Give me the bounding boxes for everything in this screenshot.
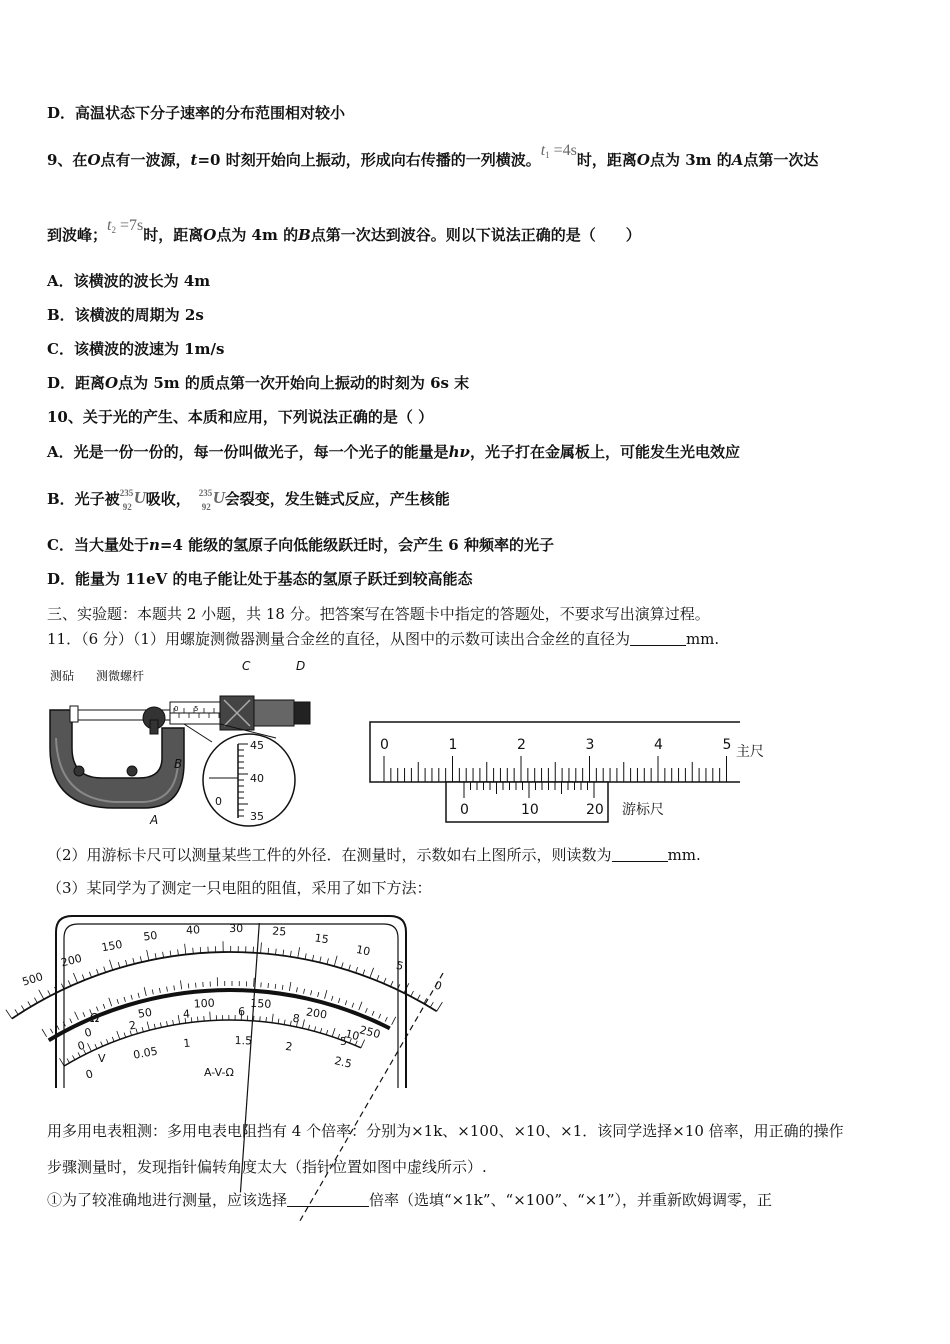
dc-scale-tick (385, 1017, 387, 1022)
ac-scale-tick (210, 1012, 211, 1021)
main-scale-label: 4 (654, 737, 663, 753)
vernier-caliper-figure (364, 716, 774, 822)
micrometer-figure (44, 658, 334, 830)
dc-scale-label: 250 (358, 1023, 382, 1042)
ac-scale-tick (272, 1014, 273, 1023)
ohm-scale-tick (341, 963, 343, 969)
ac-scale-tick (88, 1043, 92, 1051)
q10-option-b: B．光子被 235 92 U 吸收， 235 92 U 会裂变，发生链式反应，产生核能 (47, 488, 450, 512)
dc-scale-tick (304, 989, 305, 994)
dc-scale-tick (268, 983, 269, 988)
ac-scale-label: 1.5 (234, 1034, 253, 1048)
ohm-scale-tick (133, 958, 134, 964)
dc-scale-tick (296, 987, 297, 992)
dc-scale-tick (144, 987, 146, 996)
ohm-scale-tick (384, 978, 386, 984)
dc-scale-tick (159, 988, 160, 993)
ohm-scale-tick (327, 958, 328, 964)
ohm-scale-label: 10 (355, 942, 372, 959)
ohm-scale-tick (305, 953, 306, 959)
dc2-scale-label: 8 (291, 1011, 301, 1026)
ohm-scale-label: 200 (59, 951, 84, 970)
ac-scale-arc (64, 1020, 361, 1066)
q10-option-c: C．当大量处于n=4 能级的氢原子向低能级跃迁时，会产生 6 种频率的光子 (47, 536, 554, 554)
q11-part3-text3: ①为了较准确地进行测量，应该选择 倍率（选填“×1k”、“×100”、“×1”），并重新欧姆调零，正 (47, 1191, 773, 1209)
ohm-scale-tick (6, 1010, 12, 1019)
dc-scale-tick (325, 990, 327, 999)
ohm-scale-tick (109, 960, 112, 970)
ac-scale-tick (191, 1017, 192, 1022)
uranium-nuclide: 235 92 U (119, 488, 146, 512)
ohm-scale-label: 500 (20, 969, 45, 989)
ohm-scale-label: 25 (271, 924, 287, 939)
q9-option-a: A．该横波的波长为 4m (47, 272, 211, 290)
q11-part1: 11．（6 分）（1）用螺旋测微器测量合金丝的直径，从图中的示数可读出合金丝的直径为 mm. (47, 630, 720, 648)
section-3-heading: 三、实验题：本题共 2 小题，共 18 分。把答案写在答题卡中指定的答题处，不要求写出演算过程。 (47, 605, 710, 623)
dial-label: A-V-Ω (204, 1066, 234, 1079)
ohm-scale-tick (334, 956, 337, 966)
dc-scale-tick (75, 1012, 79, 1020)
dc-scale-tick (254, 978, 255, 987)
dc2-scale-label: 2 (128, 1018, 138, 1033)
ohm-scale-label: 50 (142, 928, 159, 944)
ohm-scale-label: 150 (100, 937, 124, 955)
anvil (70, 706, 78, 722)
ac-scale-tick (332, 1028, 335, 1037)
dc-scale-tick (103, 1004, 105, 1009)
ohm-scale-tick (290, 951, 291, 957)
dc-scale-tick (345, 1000, 347, 1005)
ohm-scale-label: 30 (229, 921, 244, 936)
ac-scale-tick (178, 1015, 179, 1024)
ohm-scale-tick (417, 995, 420, 1000)
ohm-scale-tick (356, 967, 358, 973)
ac-scale-tick (67, 1059, 69, 1063)
label-c: C (242, 659, 251, 673)
multimeter-figure (20, 912, 444, 1090)
ohm-scale-tick (193, 948, 194, 954)
frame-screw-icon (127, 766, 137, 776)
sleeve-5: 5 (194, 705, 199, 713)
ac-scale-tick (302, 1019, 304, 1028)
ohm-scale-tick (140, 956, 141, 962)
ohm-scale-tick (118, 962, 120, 968)
ohm-scale-tick (126, 960, 128, 966)
ohm-scale-tick (185, 944, 186, 955)
label-b: B (174, 757, 183, 771)
ohm-scale-tick (73, 973, 77, 983)
zoom-circle (203, 734, 295, 826)
q9-option-d: D．距离O点为 5m 的质点第一次开始向上振动的时刻为 6s 末 (47, 374, 470, 392)
main-scale-label: 5 (722, 737, 732, 753)
dc-scale-tick (365, 1008, 367, 1013)
thimble-45: 45 (250, 739, 264, 752)
q10-option-a: A．光是一份一份的，每一份叫做光子，每一个光子的能量是hν，光子打在金属板上，可能发生光电效应 (47, 443, 740, 461)
ohm-scale-tick (411, 991, 414, 996)
dc-scale-tick (131, 995, 132, 1000)
dc-scale-label: 0 (83, 1025, 94, 1040)
answer-blank-1[interactable] (630, 631, 686, 646)
ohm-scale-tick (104, 967, 106, 973)
dc-scale-tick (138, 993, 139, 998)
q11-part2: （2）用游标卡尺可以测量某些工件的外径．在测量时，示数如右上图所示，则读数为 mm. (47, 846, 701, 864)
ohm-scale-tick (430, 1002, 433, 1007)
ohm-scale-tick (377, 975, 379, 981)
ohm-scale-tick (178, 949, 179, 955)
dc-scale-tick (167, 987, 168, 992)
dc-scale-tick (152, 989, 153, 994)
ac-scale-label: 2.5 (333, 1054, 354, 1071)
ac-scale-tick (173, 1020, 174, 1025)
ac-scale-label: 2 (284, 1039, 294, 1054)
ohm-scale-tick (276, 949, 277, 955)
dc-scale-tick (282, 985, 283, 990)
dc-scale-tick (83, 1012, 85, 1017)
frame-screw-icon (74, 766, 84, 776)
q10-stem: 10、关于光的产生、本质和应用，下列说法正确的是（ ） (47, 408, 434, 426)
ohm-scale-tick (82, 975, 84, 981)
main-scale-label: 0 (380, 737, 389, 753)
ac-scale-tick (361, 1040, 365, 1048)
ac-scale-tick (166, 1021, 167, 1026)
dc-scale-tick (124, 997, 125, 1002)
dc-scale-tick (174, 985, 175, 990)
dc-scale-label: 150 (249, 996, 272, 1011)
ohm-scale-tick (298, 947, 300, 958)
ohm-scale-label: 0 (432, 978, 444, 994)
ohm-scale-tick (155, 953, 156, 959)
vernier-scale-label: 20 (586, 802, 604, 818)
thimble-40: 40 (250, 772, 264, 785)
dc-scale-tick (70, 1019, 72, 1023)
main-scale-label: 3 (585, 737, 595, 753)
ac-scale-tick (160, 1023, 161, 1028)
ohm-scale-tick (349, 965, 351, 971)
q9-option-b: B．该横波的周期为 2s (47, 306, 204, 324)
label-anvil: 测砧 (50, 669, 75, 683)
ohm-scale-tick (68, 981, 70, 986)
ac-scale-tick (112, 1037, 114, 1042)
dc-scale-tick (359, 1002, 362, 1010)
dc-scale-arc (49, 990, 390, 1040)
ac-scale-tick (101, 1042, 103, 1047)
t1-formula: $t_1 =4s$ (540, 142, 577, 160)
dc2-scale-label: 10 (344, 1027, 361, 1044)
ac-scale-tick (72, 1055, 74, 1059)
ohm-scale-tick (39, 990, 44, 999)
q10-option-d: D．能量为 11eV 的电子能让处于基态的氢原子跃迁到较高能态 (47, 570, 473, 588)
ohm-scale-tick (312, 955, 313, 961)
v-symbol: V (98, 1052, 106, 1065)
ohm-scale-tick (89, 972, 91, 978)
ac-scale-label: 0 (84, 1067, 95, 1082)
label-d: D (296, 659, 306, 673)
main-scale-label: 2 (517, 737, 526, 753)
ohm-scale-tick (170, 951, 171, 957)
dc-scale-tick (311, 990, 312, 995)
label-spindle: 测微螺杆 (96, 669, 145, 683)
uranium-nuclide: 235 92 U (198, 488, 225, 512)
q11-part3: （3）某同学为了测定一只电阻的阻值，采用了如下方法： (47, 879, 432, 897)
ac-scale-label: 1 (182, 1036, 191, 1051)
ohm-scale-label (0, 995, 2, 1012)
ohm-scale-tick (97, 969, 99, 975)
dc-scale-tick (57, 1025, 59, 1029)
zoom-0: 0 (215, 795, 222, 808)
ohm-symbol: Ω (90, 1011, 100, 1025)
meter-pointer (237, 923, 259, 1192)
dc2-scale-label: 4 (182, 1007, 191, 1021)
ac-scale-tick (147, 1022, 149, 1031)
dc-scale-tick (352, 1003, 354, 1008)
main-scale-name: 主尺 (736, 744, 764, 760)
ohm-scale-tick (370, 968, 374, 978)
q9-stem-line2: 到波峰；$t_2 =7s$时，距离O点为 4m 的B点第一次达到波谷。则以下说法正确的是（ ） (47, 217, 641, 244)
answer-blank-3[interactable] (287, 1192, 369, 1207)
ohm-scale-tick (268, 948, 269, 954)
dc-scale-label: 200 (305, 1005, 328, 1022)
dc-scale-tick (372, 1011, 374, 1016)
dc-scale-label: 100 (193, 996, 216, 1011)
dc2-scale-label: 6 (237, 1005, 246, 1019)
q11-part3-text2: 步骤测量时，发现指针偏转角度太大（指针位置如图中虚线所示）. (47, 1158, 487, 1176)
ac-scale-tick (314, 1026, 315, 1031)
dc-scale-tick (331, 996, 332, 1001)
ohm-scale-label: 40 (185, 923, 201, 937)
ohm-scale-tick (34, 998, 37, 1003)
q8-option-d: D．高温状态下分子速率的分布范围相对较小 (47, 104, 346, 122)
ac-scale-tick (266, 1017, 267, 1022)
ac-scale-tick (326, 1030, 327, 1035)
ohm-scale-tick (163, 952, 164, 958)
dc-scale-tick (318, 992, 319, 997)
thimble-35: 35 (250, 810, 264, 823)
vernier-scale-name: 游标尺 (622, 802, 664, 818)
ac-scale-tick (124, 1033, 126, 1038)
ac-scale-tick (106, 1039, 108, 1044)
dc-scale-tick (109, 998, 112, 1006)
dc-scale-tick (275, 984, 276, 989)
dc-scale-tick (42, 1029, 47, 1037)
ohm-scale-tick (320, 957, 321, 963)
dc-scale-tick (392, 1017, 396, 1025)
dc-scale-tick (289, 982, 291, 991)
dc2-scale-label: 0 (76, 1038, 87, 1054)
ac-alt-label: 5 (340, 1035, 347, 1048)
dc-scale-tick (180, 980, 181, 989)
ohm-scale-tick (261, 942, 262, 953)
ac-scale-tick (117, 1031, 120, 1039)
q11-part3-text1: 用多用电表粗测：多用电表电阻挡有 4 个倍率：分别为×1k、×100、×10、×1．该同学选择×10 倍率，用正确的操作 (47, 1122, 844, 1140)
ohm-scale-tick (21, 1005, 24, 1010)
q9-stem-line1: 9、在O点有一波源，t=0 时刻开始向上振动，形成向右传播的一列横波。$t_1 =4s$时，距离O点为 3m 的A点第一次达 (47, 142, 819, 169)
dc-scale-label: 50 (137, 1005, 153, 1021)
ratchet (294, 702, 310, 724)
ac-scale-label: 0.05 (132, 1044, 159, 1062)
micrometer-frame (50, 710, 184, 808)
dc-scale-tick (338, 998, 340, 1003)
dc-scale-tick (379, 1014, 381, 1019)
ac-scale-tick (154, 1024, 155, 1029)
dc-scale-tick (188, 983, 189, 988)
ohm-scale-tick (15, 1010, 18, 1015)
ohm-scale-tick (363, 970, 365, 976)
dc-scale-tick (50, 1029, 52, 1033)
sleeve-0: 0 (174, 705, 179, 713)
ohm-scale-tick (283, 950, 284, 956)
vernier-scale-label: 0 (460, 802, 469, 818)
ac-scale-tick (320, 1028, 321, 1033)
ohm-scale-label: 15 (313, 931, 330, 947)
t2-formula: $t_2 =7s$ (107, 217, 144, 235)
main-scale-label: 1 (448, 737, 458, 753)
ohm-scale-label: 5 (394, 958, 405, 974)
ohm-scale-tick (437, 1002, 443, 1011)
ac-scale-tick (95, 1044, 97, 1049)
label-a: A (150, 813, 159, 827)
ohm-scale-tick (28, 1001, 31, 1006)
answer-blank-2[interactable] (612, 847, 668, 862)
ohm-scale-tick (147, 950, 149, 961)
q9-option-c: C．该横波的波速为 1m/s (47, 340, 225, 358)
vernier-scale-label: 10 (521, 802, 539, 818)
ohm-scale-tick (48, 990, 51, 995)
dc-scale-tick (117, 999, 119, 1004)
ohm-scale-tick (390, 981, 392, 986)
